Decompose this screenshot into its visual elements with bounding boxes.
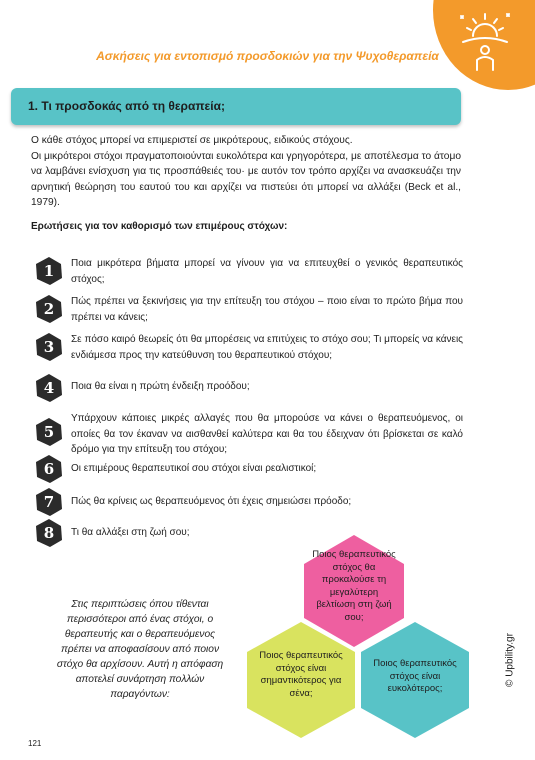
corner-decoration: [425, 0, 535, 96]
question-text: Πώς πρέπει να ξεκινήσεις για την επίτευξη του στόχου – ποιο είναι το πρώτο βήμα που πρέπει να κάνεις;: [71, 296, 463, 323]
hexagon-most-important: [245, 620, 357, 740]
hexagon-text: Ποιος θεραπευτικός στόχος είναι σημαντικότερος για σένα;: [259, 650, 343, 699]
number-badge: [34, 454, 64, 484]
number-badge: [34, 487, 64, 517]
question-text: Υπάρχουν κάποιες μικρές αλλαγές που θα μπορούσε να κάνει ο θεραπευόμενος, οι οποίες θα τον έκαναν να αισθανθεί καλύτερα και θα του έδειχναν ότι βρίσκεται σε καλό δρόμο για την επίτευξη του στόχου;: [71, 413, 463, 455]
number-badge: [34, 256, 64, 286]
question-text: Πώς θα κρίνεις ως θεραπευόμενος ότι έχεις σημειώσει πρόοδο;: [71, 496, 352, 507]
badge-number: 3: [43, 338, 55, 356]
hexagon-text: Ποιος θεραπευτικός στόχος είναι ευκολότερος;: [373, 658, 457, 694]
question-text: Σε πόσο καιρό θεωρείς ότι θα μπορέσεις να επιτύχεις το στόχο σου; Τι μπορείς να κάνεις ενδιάμεσα προς την κατεύθυνση του θεραπευτικού στόχου;: [71, 334, 463, 361]
badge-number: 8: [43, 524, 55, 542]
badge-number: 2: [43, 300, 55, 318]
number-badge: [34, 294, 64, 324]
badge-number: 4: [43, 379, 55, 397]
intro-text: [31, 133, 461, 211]
questions-heading: Ερωτήσεις για τον καθορισμό των επιμέρους στόχων:: [31, 221, 288, 232]
question-text: Ποια θα είναι η πρώτη ένδειξη προόδου;: [71, 381, 250, 392]
note-text: Στις περιπτώσεις όπου τίθενται περισσότεροι από ένας στόχοι, ο θεραπευτής και ο θεραπευόμενος πρέπει να αποφασίσουν από ποιον στόχο θα αρχίσουν. Αυτή η απόφαση αποτελεί συνάρτηση πολλών παραγόντων:: [56, 599, 224, 700]
number-badge: [34, 518, 64, 548]
copyright-text: © Upbility.gr: [504, 633, 516, 687]
section-title-bar: [11, 88, 461, 125]
hexagon-easiest: [359, 620, 471, 740]
question-text: Ποια μικρότερα βήματα μπορεί να γίνουν για να επιτευχθεί ο γενικός θεραπευτικός στόχος;: [71, 258, 463, 285]
question-text: Οι επιμέρους θεραπευτικοί σου στόχοι είναι ρεαλιστικοί;: [71, 463, 317, 474]
page-number: 121: [28, 739, 42, 748]
badge-number: 7: [43, 493, 55, 511]
intro-line: Ο κάθε στόχος μπορεί να επιμεριστεί σε μικρότερους, ειδικούς στόχους.: [31, 135, 353, 146]
number-badge: [34, 417, 64, 447]
number-badge: [34, 332, 64, 362]
badge-number: 1: [43, 262, 55, 280]
page-header-title: Ασκήσεις για εντοπισμό προσδοκιών για την Ψυχοθεραπεία: [96, 49, 439, 63]
badge-number: 5: [43, 423, 55, 441]
badge-number: 6: [43, 460, 55, 478]
section-title: 1. Τι προσδοκάς από τη θεραπεία;: [28, 99, 225, 113]
intro-paragraph: Οι μικρότεροι στόχοι πραγματοποιούνται ευκολότερα και γρηγορότερα, με αποτέλεσμα το άτομο να λαμβάνει ενίσχυση για τις προσπάθειές του· με αυτόν τον τρόπο αρχίζει να ανασκευάζει την αρνητική θεώρηση του εαυτού του και αρχίζει να πιστεύει ότι μπορεί να αλλάξει (Beck et al., 1979).: [31, 150, 461, 208]
number-badge: [34, 373, 64, 403]
hexagon-text: Ποιος θεραπευτικός στόχος θα προκαλούσε τη μεγαλύτερη βελτίωση στη ζωή σου;: [312, 549, 396, 623]
person-with-sun-and-stars-icon: [455, 6, 515, 76]
question-text: Τι θα αλλάξει στη ζωή σου;: [71, 527, 190, 538]
